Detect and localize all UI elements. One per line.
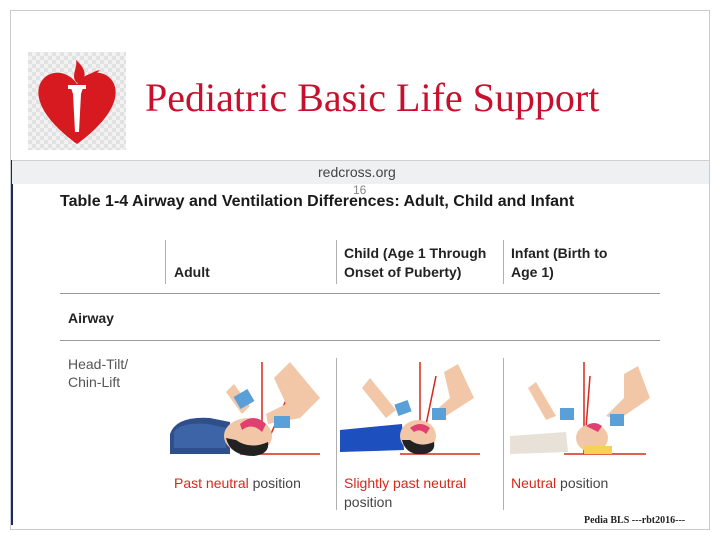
column-header-child: Child (Age 1 Through Onset of Puberty) [344, 245, 487, 280]
child-head-tilt-illustration [340, 358, 500, 466]
header-divider [60, 293, 660, 294]
column-separator [165, 240, 166, 284]
caption-highlight: Slightly past neutral [344, 475, 467, 491]
column-separator [503, 358, 504, 510]
column-header-infant: Infant (Birth to Age 1) [511, 245, 608, 280]
heart-torch-logo-icon [28, 52, 126, 150]
column-separator [503, 240, 504, 284]
footer-text: Pedia BLS ---rbt2016--- [584, 515, 686, 526]
caption-rest: position [248, 475, 301, 491]
infant-neutral-illustration [506, 358, 666, 466]
source-label: redcross.org [318, 164, 396, 180]
slide-number: 16 [353, 183, 367, 197]
section-label-airway: Airway [68, 310, 114, 326]
left-accent-rule [11, 160, 13, 525]
caption-rest: position [344, 494, 393, 510]
column-header-adult: Adult [174, 264, 210, 280]
column-separator [336, 240, 337, 284]
slide-title: Pediatric Basic Life Support [145, 75, 600, 120]
section-divider [60, 340, 660, 341]
caption-child [344, 474, 494, 512]
caption-adult [174, 474, 301, 493]
column-separator [336, 358, 337, 510]
caption-rest: position [556, 475, 609, 491]
adult-head-tilt-illustration [170, 358, 332, 466]
caption-highlight: Neutral [511, 475, 557, 491]
caption-highlight: Past neutral [174, 475, 249, 491]
row-label-head-tilt: Head-Tilt/ Chin-Lift [68, 356, 129, 390]
table-title: Table 1-4 Airway and Ventilation Differences: Adult, Child and Infant [60, 193, 575, 210]
caption-infant [511, 474, 608, 493]
